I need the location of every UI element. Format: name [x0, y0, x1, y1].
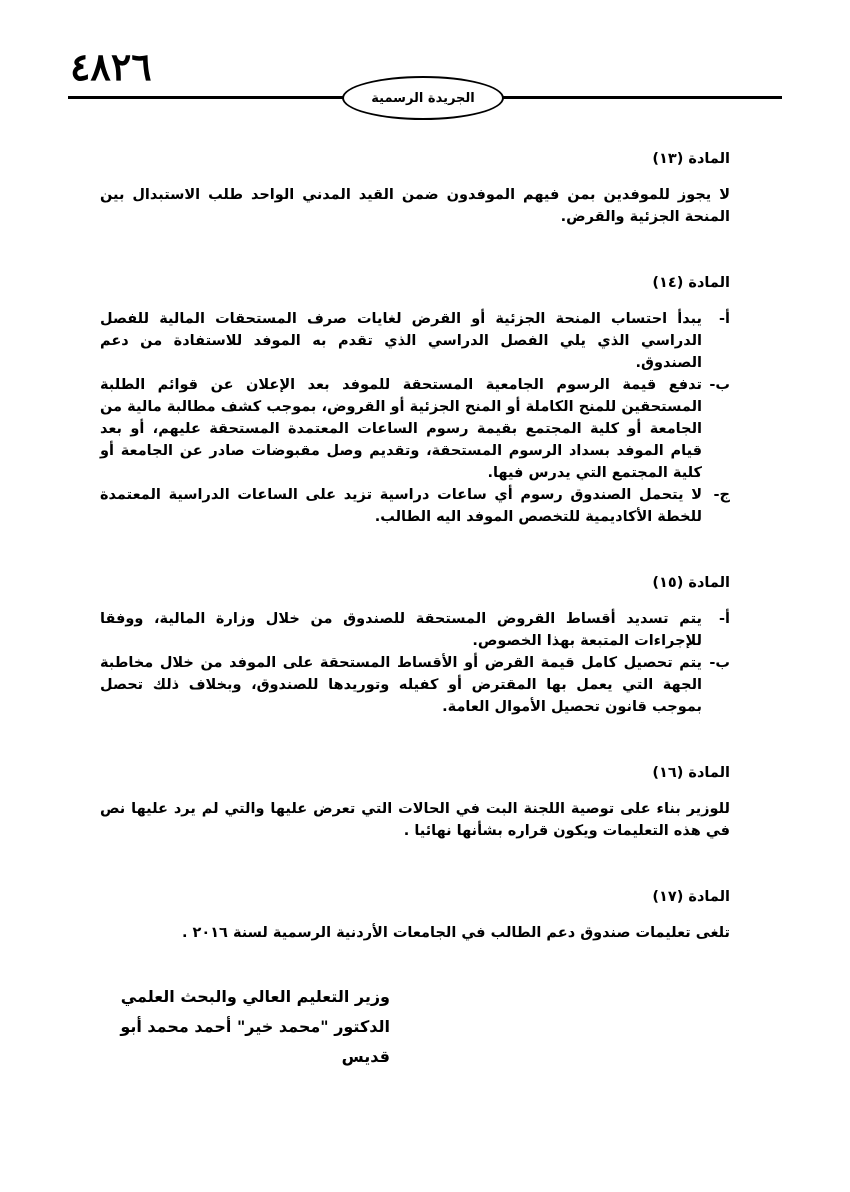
clause	[100, 608, 730, 652]
clause-marker: ج-	[713, 487, 730, 503]
clause-marker: أ-	[719, 311, 730, 327]
signature-block	[120, 982, 390, 1072]
page-number: ٤٨٢٦	[70, 44, 152, 89]
document-body	[100, 148, 730, 988]
clause-text: يتم تحصيل كامل قيمة القرض أو الأقساط المستحقة على الموفد من خلال مخاطبة الجهة التي يعمل بها المقترض أو كفيله وتوريدها للصندوق، وبخلاف ذلك تحصل بموجب قانون تحصيل الأموال العامة.	[100, 655, 702, 715]
article-title: المادة (١٦)	[652, 765, 730, 781]
clause	[100, 652, 730, 718]
article-13	[100, 148, 730, 228]
article-14	[100, 272, 730, 528]
article-title: المادة (١٤)	[652, 275, 730, 291]
article-17	[100, 886, 730, 944]
article-text: لا يجوز للموفدين بمن فيهم الموفدون ضمن القيد المدني الواحد طلب الاستبدال بين المنحة الجزئية والقرض.	[100, 187, 730, 225]
clause	[100, 308, 730, 374]
article-15	[100, 572, 730, 718]
article-title: المادة (١٥)	[652, 575, 730, 591]
clause-text: تدفع قيمة الرسوم الجامعية المستحقة للموفد بعد الإعلان عن قوائم الطلبة المستحقين للمنح الكاملة أو المنح الجزئية أو القروض، بموجب كشف مطالبة مالية من الجامعة أو كلية المجتمع بقيمة رسوم الساعات المعتمدة المستحقة عليهم، أو بعد قيام الموفد بسداد الرسوم المستحقة، وتقديم وصل مقبوضات صادر عن الجامعة أو كلية المجتمع التي يدرس فيها.	[100, 377, 702, 481]
article-title: المادة (١٣)	[652, 151, 730, 167]
article-16	[100, 762, 730, 842]
clause	[100, 484, 730, 528]
gazette-title-badge	[342, 76, 504, 120]
clause-marker: أ-	[719, 611, 730, 627]
signatory-name: الدكتور "محمد خير" أحمد محمد أبو قديس	[120, 1017, 390, 1066]
signatory-title: وزير التعليم العالي والبحث العلمي	[120, 987, 390, 1006]
article-title: المادة (١٧)	[652, 889, 730, 905]
article-text: تلغى تعليمات صندوق دعم الطالب في الجامعات الأردنية الرسمية لسنة ٢٠١٦ .	[181, 925, 730, 941]
clause-text: يتم تسديد أقساط القروض المستحقة للصندوق من خلال وزارة المالية، ووفقا للإجراءات المتبعة بهذا الخصوص.	[100, 611, 702, 649]
gazette-title: الجريدة الرسمية	[371, 90, 475, 106]
clause-text: لا يتحمل الصندوق رسوم أي ساعات دراسية تزيد على الساعات الدراسية المعتمدة للخطة الأكاديمية للتخصص الموفد اليه الطالب.	[100, 487, 702, 525]
clause-marker: ب-	[709, 655, 730, 671]
clause-text: يبدأ احتساب المنحة الجزئية أو القرض لغايات صرف المستحقات المالية للفصل الدراسي الذي يلي الفصل الدراسي الذي تقدم به الموفد للاستفادة من دعم الصندوق.	[100, 311, 702, 371]
clause	[100, 374, 730, 484]
article-text: للوزير بناء على توصية اللجنة البت في الحالات التي تعرض عليها والتي لم يرد عليها نص في هذه التعليمات ويكون قراره بشأنها نهائيا .	[100, 801, 730, 839]
clause-marker: ب-	[709, 377, 730, 393]
